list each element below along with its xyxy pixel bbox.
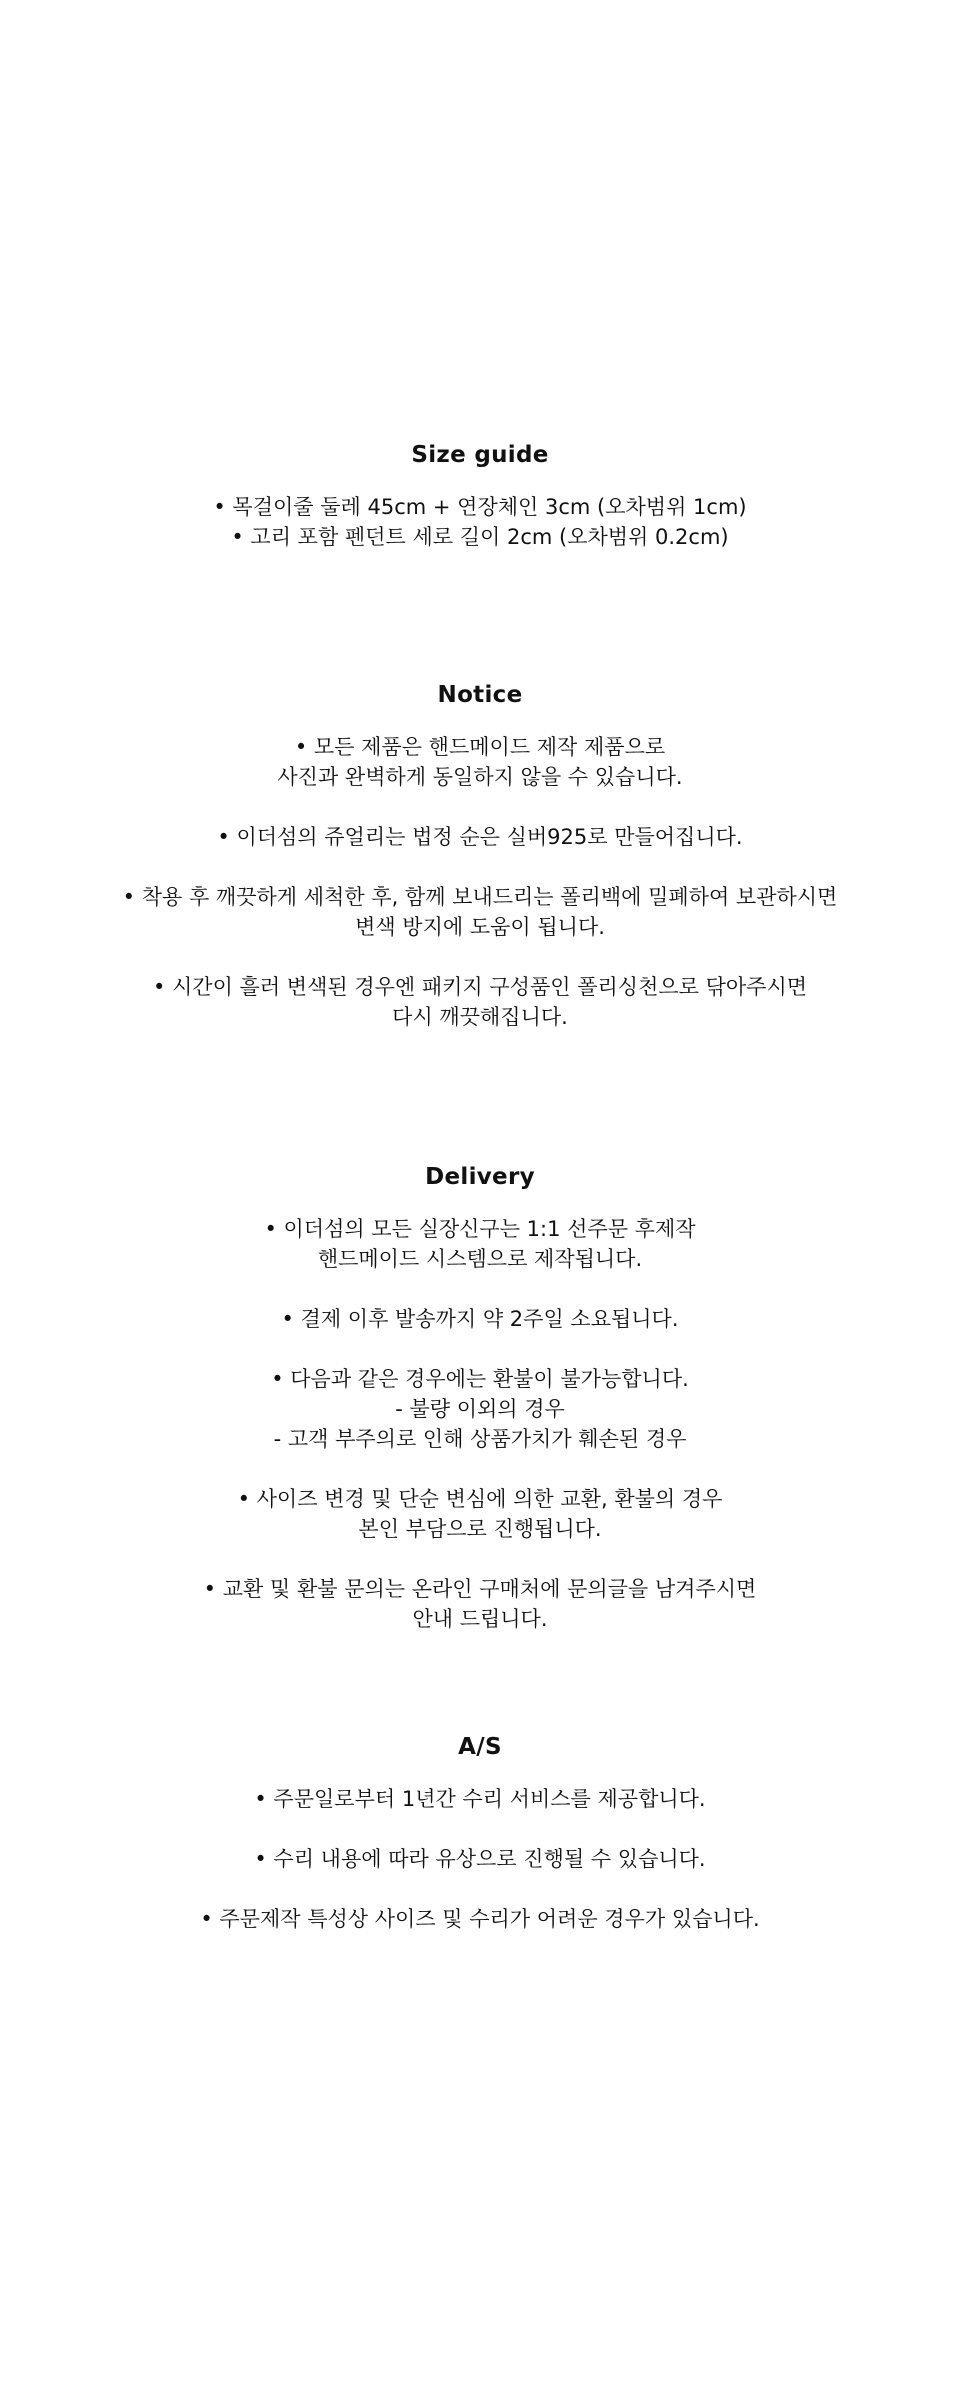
as-item — [0, 1784, 960, 1814]
delivery-line: • 교환 및 환불 문의는 온라인 구매처에 문의글을 남겨주시면 — [203, 1577, 757, 1601]
delivery-line: • 사이즈 변경 및 단순 변심에 의한 교환, 환불의 경우 — [237, 1487, 723, 1511]
notice-line: • 모든 제품은 핸드메이드 제작 제품으로 — [294, 735, 666, 759]
delivery-line: • 결제 이후 발송까지 약 2주일 소요됩니다. — [281, 1307, 679, 1331]
delivery-item — [0, 1484, 960, 1544]
as-line: • 주문일로부터 1년간 수리 서비스를 제공합니다. — [254, 1787, 706, 1811]
size-guide-line: • 고리 포함 펜던트 세로 길이 2cm (오차범위 0.2cm) — [231, 525, 729, 549]
as-heading: A/S — [458, 1734, 502, 1760]
notice-line: 변색 방지에 도움이 됩니다. — [355, 915, 605, 939]
notice-item — [0, 882, 960, 942]
delivery-line: • 다음과 같은 경우에는 환불이 불가능합니다. — [271, 1367, 689, 1391]
as-item — [0, 1844, 960, 1874]
notice-heading: Notice — [437, 682, 523, 708]
size-guide-line: • 목걸이줄 둘레 45cm + 연장체인 3cm (오차범위 1cm) — [213, 495, 747, 519]
delivery-item — [0, 1364, 960, 1454]
delivery-item — [0, 1214, 960, 1274]
notice-line: 다시 깨끗해집니다. — [392, 1005, 568, 1029]
notice-line: 사진과 완벽하게 동일하지 않을 수 있습니다. — [277, 765, 683, 789]
notice-section — [0, 680, 960, 1032]
delivery-line: - 고객 부주의로 인해 상품가치가 훼손된 경우 — [273, 1427, 687, 1451]
notice-line: • 이더섬의 쥬얼리는 법정 순은 실버925로 만들어집니다. — [217, 825, 743, 849]
delivery-section — [0, 1162, 960, 1634]
delivery-item — [0, 1574, 960, 1634]
size-guide-section — [0, 440, 960, 552]
notice-item — [0, 732, 960, 792]
as-line: • 수리 내용에 따라 유상으로 진행될 수 있습니다. — [254, 1847, 706, 1871]
notice-line: • 착용 후 깨끗하게 세척한 후, 함께 보내드리는 폴리백에 밀폐하여 보관하시면 — [122, 885, 838, 909]
delivery-line: 안내 드립니다. — [412, 1607, 548, 1631]
delivery-line: - 불량 이외의 경우 — [395, 1397, 565, 1421]
notice-line: • 시간이 흘러 변색된 경우엔 패키지 구성품인 폴리싱천으로 닦아주시면 — [152, 975, 808, 999]
as-line: • 주문제작 특성상 사이즈 및 수리가 어려운 경우가 있습니다. — [200, 1907, 760, 1931]
size-guide-item — [0, 492, 960, 552]
delivery-line: 핸드메이드 시스템으로 제작됩니다. — [317, 1247, 643, 1271]
as-section — [0, 1732, 960, 1934]
delivery-line: 본인 부담으로 진행됩니다. — [358, 1517, 602, 1541]
delivery-item — [0, 1304, 960, 1334]
notice-item — [0, 972, 960, 1032]
as-item — [0, 1904, 960, 1934]
size-guide-heading: Size guide — [411, 442, 549, 468]
delivery-heading: Delivery — [425, 1164, 535, 1190]
notice-item — [0, 822, 960, 852]
delivery-line: • 이더섬의 모든 실장신구는 1:1 선주문 후제작 — [264, 1217, 696, 1241]
